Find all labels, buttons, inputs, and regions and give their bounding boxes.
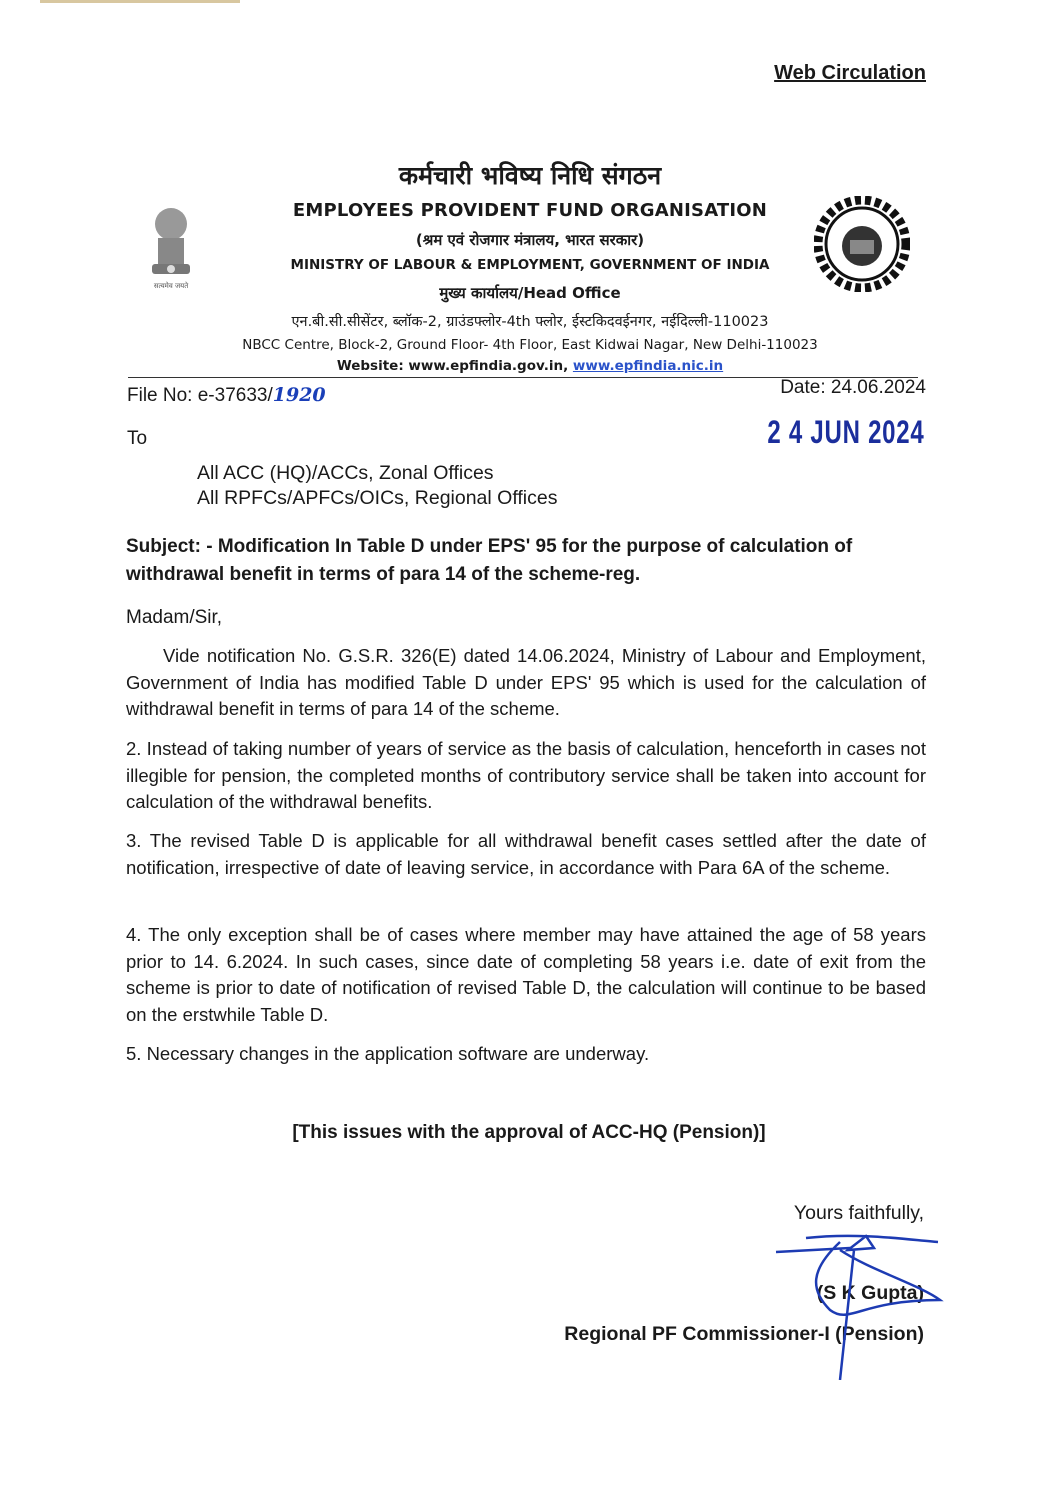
signatory-name: (S K Gupta) <box>816 1282 924 1304</box>
closing: Yours faithfully, <box>793 1202 924 1224</box>
website-link[interactable]: www.epfindia.nic.in <box>572 358 724 374</box>
head-office: मुख्य कार्यालय/Head Office <box>439 284 621 302</box>
date-stamp: 2 4 JUN 2024 <box>766 414 924 450</box>
website-label: Website: www.epfindia.gov.in, <box>336 358 569 374</box>
website-line <box>150 358 910 374</box>
body-paragraph: 4. The only exception shall be of cases where member may have attained the age of 58 years prior to 14. 6.2024. In such cases, since date of completing 58 years i.e. date of exit from the scheme is prior to date of notification of revised Table D, the calculation will continue to be based on the erstwhile Table D. <box>126 924 926 1025</box>
national-emblem-icon <box>140 202 202 292</box>
body-paragraph: 2. Instead of taking number of years of service as the basis of calculation, henceforth in cases not illegible for pension, the completed months of contributory service shall be taken into account for calculation of the withdrawal benefits. <box>126 738 926 812</box>
body-paragraph: 5. Necessary changes in the application software are underway. <box>126 1043 650 1064</box>
body-paragraph: 3. The revised Table D is applicable for all withdrawal benefit cases settled after the date of notification, irrespective of date of leaving service, in accordance with Para 6A of the scheme. <box>126 830 926 878</box>
designation: Regional PF Commissioner-I (Pension) <box>564 1323 924 1345</box>
address-english: NBCC Centre, Block-2, Ground Floor- 4th Floor, East Kidwai Nagar, New Delhi-110023 <box>242 337 818 353</box>
letter-date: Date: 24.06.2024 <box>780 377 926 398</box>
file-number-handwritten: 1920 <box>272 384 326 406</box>
scan-edge-mark <box>40 0 240 3</box>
approval-note: [This issues with the approval of ACC-HQ (Pension)] <box>292 1122 766 1143</box>
subject: Subject: - Modification In Table D under EPS' 95 for the purpose of calculation of withdrawal benefit in terms of para 14 of the scheme-reg. <box>126 536 853 585</box>
web-circulation-label: Web Circulation <box>774 62 926 84</box>
svg-text:सत्यमेव जयते: सत्यमेव जयते <box>153 282 189 290</box>
address-hindi: एन.बी.सी.सीसेंटर, ब्लॉक-2, ग्राउंडफ्लोर-4th फ्लोर, ईस्टकिदवईनगर, नईदिल्ली-110023 <box>291 314 769 330</box>
ministry-name: MINISTRY OF LABOUR & EMPLOYMENT, GOVERNMENT OF INDIA <box>290 257 770 273</box>
body-paragraph: Vide notification No. G.S.R. 326(E) dated 14.06.2024, Ministry of Labour and Employment, Government of India has modified Table D under EPS' 95 which is used for the calculation of withdrawal benefit in terms of para 14 of the scheme. <box>126 645 926 719</box>
org-name: EMPLOYEES PROVIDENT FUND ORGANISATION <box>292 200 768 221</box>
file-number-text: File No: e-37633/ <box>127 385 273 406</box>
to-label: To <box>127 428 148 449</box>
signature <box>770 1230 950 1380</box>
hindi-org-title: कर्मचारी भविष्य निधि संगठन <box>398 161 662 190</box>
recipient-line: All ACC (HQ)/ACCs, Zonal Offices <box>197 462 494 484</box>
recipient-line: All RPFCs/APFCs/OICs, Regional Offices <box>197 487 558 509</box>
salutation: Madam/Sir, <box>126 607 223 628</box>
file-number <box>127 384 326 407</box>
hindi-ministry: (श्रम एवं रोजगार मंत्रालय, भारत सरकार) <box>415 231 645 249</box>
